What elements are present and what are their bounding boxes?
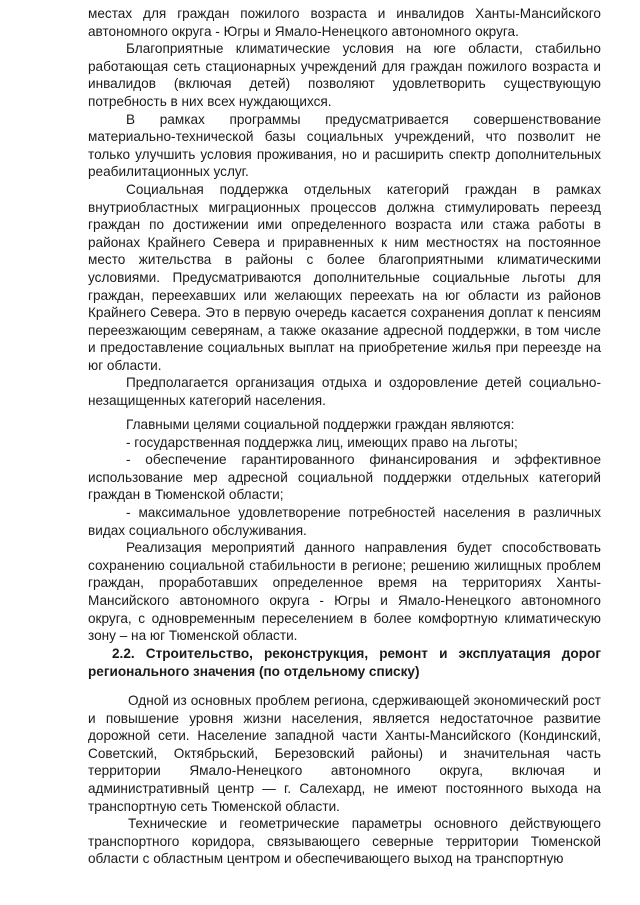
goal-item: - обеспечение гарантированного финансирования и эффективное использование мер адресной социальной поддержки отдельных категорий граждан в Тюменской области;: [88, 452, 601, 503]
paragraph-transport-corridor: Технические и геометрические параметры основного действующего транспортного коридора, связывающего северные территории Тюменской области с областным центром и обеспечивающего выход на транспортную: [88, 816, 601, 867]
section-heading: 2.2. Строительство, реконструкция, ремонт и эксплуатация дорог регионального значения (по отдельному списку): [88, 646, 601, 679]
goal-item: - максимальное удовлетворение потребностей населения в различных видах социального обслуживания.: [88, 504, 601, 538]
paragraph-road-problem: Одной из основных проблем региона, сдерживающей экономический рост и повышение уровня жизни населения, является недостаточное развитие дорожной сети. Население западной части Ханты-Мансийского (Кондинский, Советский, Октябрьский, Березовский районы) и значительная часть территории Ямало-Ненецкого автономного округа, включая и административный центр — г. Салехард, не имеют постоянного выхода на транспортную сеть Тюменской области.: [88, 693, 601, 814]
paragraph-climate: Благоприятные климатические условия на юге области, стабильно работающая сеть стационарных учреждений для граждан пожилого возраста и инвалидов (включая детей) позволяют удовлетворить существующую потребность в них всех нуждающихся.: [88, 41, 601, 109]
top-text-block: [88, 5, 601, 410]
goals-block: [88, 416, 601, 645]
paragraph-migration-support: Социальная поддержка отдельных категорий граждан в рамках внутриобластных миграционных процессов должна стимулировать переезд граждан по достижении ими определенного возраста или стажа работы в районах Крайнего Севера и приравненных к ним местностях на постоянное место жительства в районы с более благоприятными климатическими условиями. Предусматриваются дополнительные социальные льготы для граждан, переехавших или желающих переехать на юг области из районов Крайнего Севера. Это в первую очередь касается сохранения доплат к пенсиям переезжающим северянам, а также оказание адресной поддержки, в том числе и предоставление социальных выплат на приобретение жилья при переезде на юг области.: [88, 181, 601, 373]
paragraph-continuation: местах для граждан пожилого возраста и инвалидов Ханты-Мансийского автономного округа - Югры и Ямало-Ненецкого автономного округа.: [88, 6, 601, 39]
goals-intro: Главными целями социальной поддержки граждан являются:: [126, 417, 515, 432]
section-heading-block: [88, 645, 601, 680]
goal-item: - государственная поддержка лиц, имеющих право на льготы;: [126, 434, 518, 450]
paragraph-program: В рамках программы предусматривается совершенствование материально-технической базы социальных учреждений, что позволит не только улучшить условия проживания, но и расширить спектр дополнительных реабилитационных услуг.: [88, 111, 601, 180]
paragraph-realization: Реализация мероприятий данного направления будет способствовать сохранению социальной стабильности в регионе; решению жилищных проблем граждан, проработавших определенное время на территориях Ханты-Мансийского автономного округа - Югры и Ямало-Ненецкого автономного округа, с одновременным переселением в более комфортную климатическую зону – на юг Тюменской области.: [88, 540, 601, 644]
section-text-block: [88, 692, 601, 868]
paragraph-children-rest: Предполагается организация отдыха и оздоровление детей социально-незащищенных категорий населения.: [88, 375, 601, 409]
